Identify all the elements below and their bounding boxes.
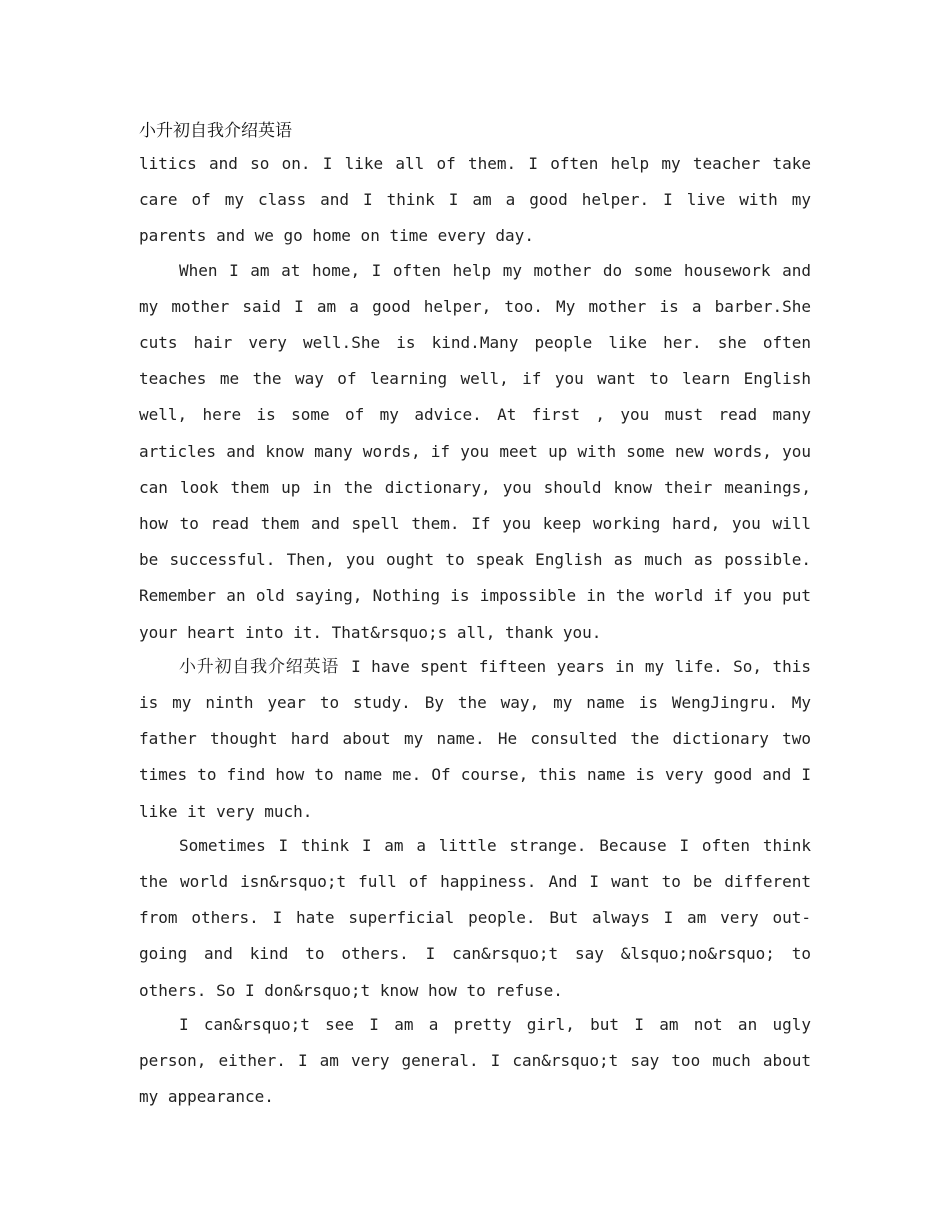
document-title: 小升初自我介绍英语 bbox=[139, 121, 292, 141]
section-paragraph bbox=[139, 649, 811, 830]
section-intro-text: I have spent fifteen years in my life. So, this is my ninth year to study. By the way, my name is WengJingru. My father thought hard about my name. He consulted the dictionary two times to find how to name me. Of course, this name is very good and I like it very much. bbox=[139, 656, 811, 821]
section-heading: 小升初自我介绍英语 bbox=[179, 656, 340, 677]
paragraph: I can&rsquo;t see I am a pretty girl, but I am not an ugly person, either. I am very general. I can&rsquo;t say too much about my appearance. bbox=[139, 1014, 811, 1107]
document-body bbox=[139, 116, 811, 1115]
paragraph: Sometimes I think I am a little strange. Because I often think the world isn&rsquo;t full of happiness. And I want to be different from others. I hate superficial people. But always I am very out-going and kind to others. I can&rsquo;t say &lsquo;no&rsquo; to others. So I don&rsquo;t know how to refuse. bbox=[139, 835, 811, 1000]
paragraph: litics and so on. I like all of them. I often help my teacher take care of my class and I think I am a good helper. I live with my parents and we go home on time every day. bbox=[139, 154, 811, 246]
paragraph: When I am at home, I often help my mother do some housework and my mother said I am a good helper, too. My mother is a barber.She cuts hair very well.She is kind.Many people like her. she often teaches me the way of learning well, if you want to learn English well, here is some of my advice. At first , you must read many articles and know many words, if you meet up with some new words, you can look them up in the dictionary, you should know their meanings, how to read them and spell them. If you keep working hard, you will be successful. Then, you ought to speak English as much as possible. Remember an old saying, Nothing is impossible in the world if you put your heart into it. That&rsquo;s all, thank you. bbox=[139, 260, 811, 642]
